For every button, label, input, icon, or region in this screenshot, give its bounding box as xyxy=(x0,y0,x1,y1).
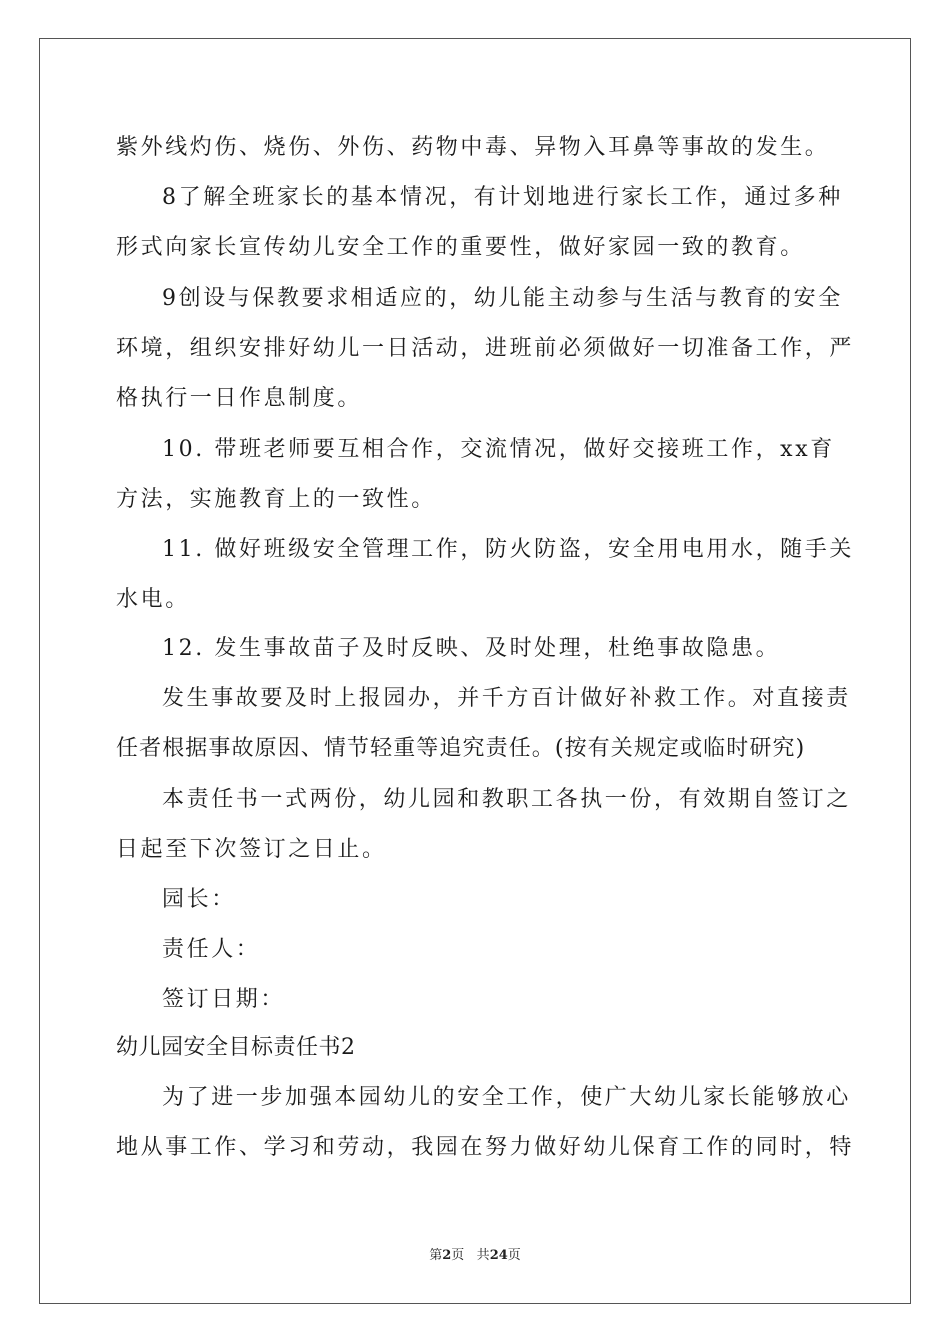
footer-page-unit: 页 xyxy=(451,1248,465,1263)
signature-principal-label: 园长： xyxy=(162,887,236,912)
text-line-13: 任者根据事故原因、情节轻重等追究责任。(按有关规定或临时研究) xyxy=(116,736,806,761)
page-footer xyxy=(0,1247,950,1265)
text-line-15: 日起至下次签订之日止。 xyxy=(116,837,387,862)
signature-responsible-label: 责任人： xyxy=(162,937,261,962)
text-line-9: 11. 做好班级安全管理工作，防火防盗，安全用电用水，随手关 xyxy=(162,537,854,562)
text-line-14: 本责任书一式两份，幼儿园和教职工各执一份，有效期自签订之 xyxy=(162,787,851,812)
footer-total-prefix: 共 xyxy=(476,1248,490,1263)
text-line-7: 10. 带班老师要互相合作，交流情况，做好交接班工作，xx育 xyxy=(162,437,835,462)
text-line-1: 紫外线灼伤、烧伤、外伤、药物中毒、异物入耳鼻等事故的发生。 xyxy=(116,135,830,160)
text-line-8: 方法，实施教育上的一致性。 xyxy=(116,487,436,512)
signature-date-label: 签订日期： xyxy=(162,987,286,1012)
footer-page-number: 2 xyxy=(442,1248,452,1263)
text-line-2: 8了解全班家长的基本情况，有计划地进行家长工作，通过多种 xyxy=(162,185,843,210)
text-line-6: 格执行一日作息制度。 xyxy=(116,386,363,411)
text-line-4: 9创设与保教要求相适应的，幼儿能主动参与生活与教育的安全 xyxy=(162,286,843,311)
text-line-21: 地从事工作、学习和劳动，我园在努力做好幼儿保育工作的同时，特 xyxy=(116,1135,855,1160)
text-line-20: 为了进一步加强本园幼儿的安全工作，使广大幼儿家长能够放心 xyxy=(162,1085,851,1110)
text-line-11: 12. 发生事故苗子及时反映、及时处理，杜绝事故隐患。 xyxy=(162,636,781,661)
footer-total-pages: 24 xyxy=(489,1248,508,1263)
text-line-3: 形式向家长宣传幼儿安全工作的重要性，做好家园一致的教育。 xyxy=(116,235,805,260)
text-line-5: 环境，组织安排好幼儿一日活动，进班前必须做好一切准备工作，严 xyxy=(116,336,855,361)
text-line-12: 发生事故要及时上报园办，并千方百计做好补救工作。对直接责 xyxy=(162,686,851,711)
footer-total-unit: 页 xyxy=(507,1248,521,1263)
footer-page-prefix: 第 xyxy=(429,1248,443,1263)
section-heading: 幼儿园安全目标责任书2 xyxy=(116,1035,356,1060)
text-line-10: 水电。 xyxy=(116,587,190,612)
page-border xyxy=(39,38,911,1304)
